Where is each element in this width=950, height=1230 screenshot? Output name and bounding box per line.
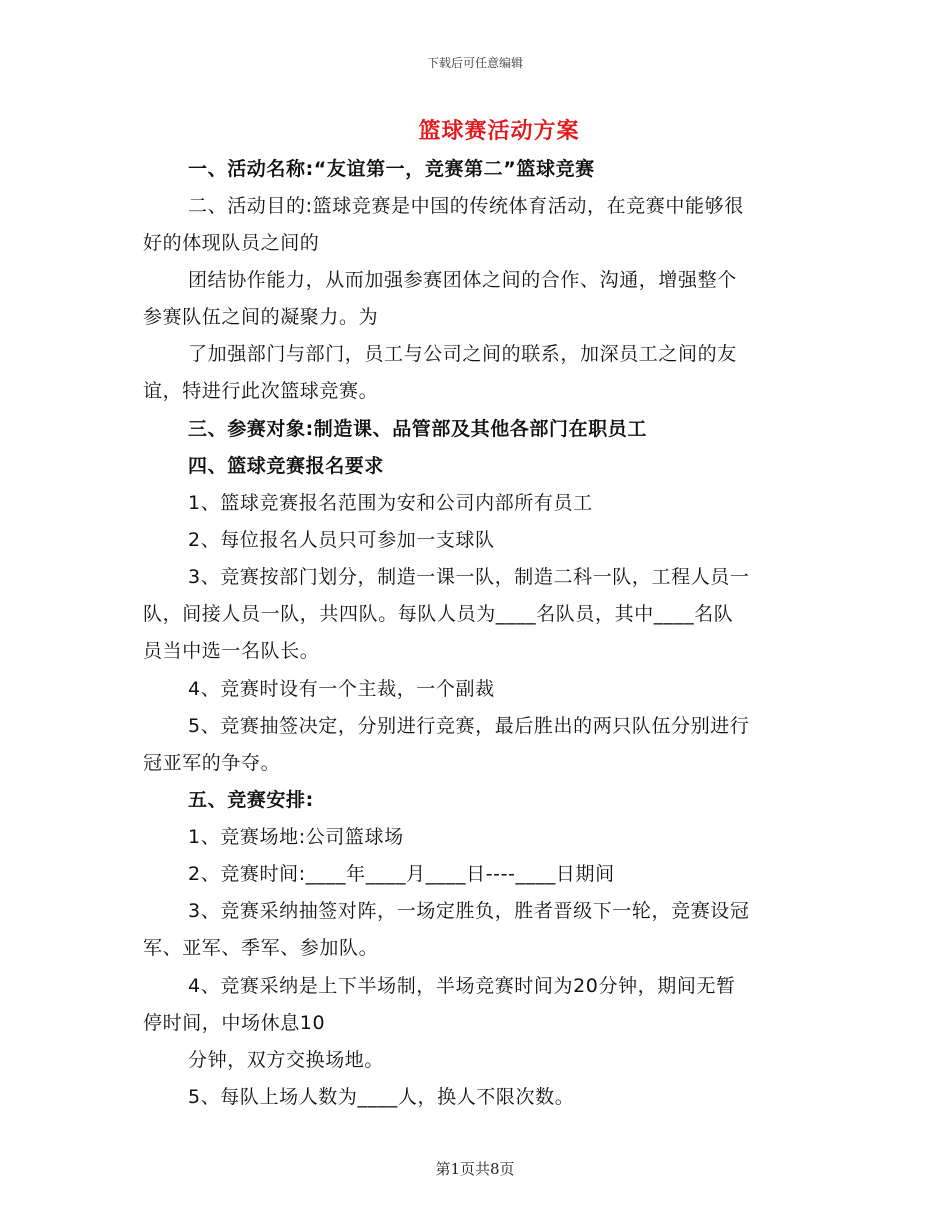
list-item: 4、竞赛时设有一个主裁，一个副裁: [188, 678, 495, 700]
paragraph-line: 参赛队伍之间的凝聚力。为: [143, 306, 379, 328]
list-item: 1、篮球竞赛报名范围为安和公司内部所有员工: [188, 492, 593, 514]
list-item: 5、每队上场人数为____人，换人不限次数。: [188, 1086, 575, 1108]
list-item: 2、竞赛时间:____年____月____日----____日期间: [188, 863, 615, 885]
paragraph-line: 停时间，中场休息10: [143, 1012, 326, 1034]
section-heading: 三、参赛对象:制造课、品管部及其他各部门在职员工: [188, 418, 647, 440]
document-title: 篮球赛活动方案: [418, 119, 580, 144]
list-item: 1、竞赛场地:公司篮球场: [188, 826, 404, 848]
section-heading: 五、竞赛安排:: [188, 789, 314, 811]
paragraph-line: 员当中选一名队长。: [143, 640, 320, 662]
list-item: 2、每位报名人员只可参加一支球队: [188, 529, 495, 551]
paragraph-line: 谊，特进行此次篮球竞赛。: [143, 380, 379, 402]
header-note: 下载后可任意编辑: [426, 56, 523, 70]
section-heading: 一、活动名称:“友谊第一，竞赛第二”篮球竞赛: [188, 158, 595, 180]
paragraph-line: 分钟，双方交换场地。: [188, 1049, 385, 1071]
list-item: 5、竞赛抽签决定，分别进行竞赛，最后胜出的两只队伍分别进行: [188, 715, 750, 737]
paragraph-line: 团结协作能力，从而加强参赛团体之间的合作、沟通，增强整个: [188, 269, 737, 291]
paragraph-line: 冠亚军的争夺。: [143, 752, 281, 774]
page-number: 第1页共8页: [435, 1160, 515, 1178]
paragraph-line: 二、活动目的:篮球竞赛是中国的传统体育活动，在竞赛中能够很: [188, 195, 744, 217]
paragraph-line: 好的体现队员之间的: [143, 232, 320, 254]
list-item: 3、竞赛采纳抽签对阵，一场定胜负，胜者晋级下一轮，竞赛设冠: [188, 900, 750, 922]
paragraph-line: 队，间接人员一队，共四队。每队人员为____名队员，其中____名队: [143, 603, 734, 625]
section-heading: 四、篮球竞赛报名要求: [188, 455, 385, 477]
paragraph-line: 军、亚军、季军、参加队。: [143, 937, 379, 959]
list-item: 3、竞赛按部门划分，制造一课一队，制造二科一队，工程人员一: [188, 566, 750, 588]
list-item: 4、竞赛采纳是上下半场制，半场竞赛时间为20分钟，期间无暂: [188, 975, 736, 997]
paragraph-line: 了加强部门与部门，员工与公司之间的联系，加深员工之间的友: [188, 343, 737, 365]
